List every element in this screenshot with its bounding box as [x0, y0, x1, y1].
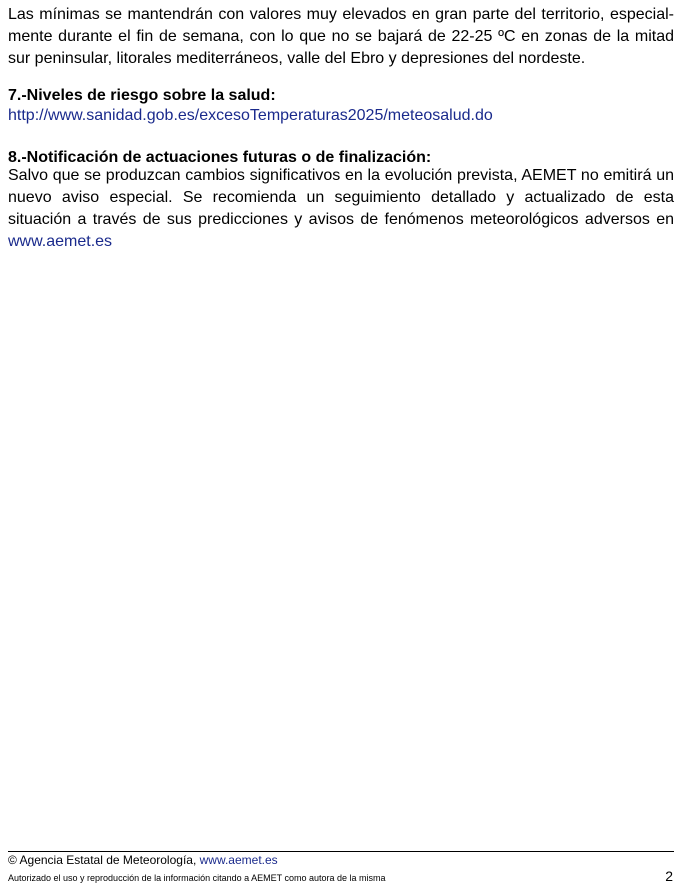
footer-authorization: Autorizado el uso y reproducción de la información citando a AEMET como autora de la misma: [8, 873, 386, 883]
salud-link[interactable]: http://www.sanidad.gob.es/excesoTemperaturas2025/meteosalud.do: [8, 107, 493, 124]
section-8-body-text: Salvo que se produzcan cambios significativos en la evolución prevista, AEMET no emitirá un nuevo aviso especial. Se recomienda un seguimiento detallado y actualizado de esta situación a través de sus predicciones y avisos de fenómenos meteorológicos adversos en: [8, 167, 674, 228]
footer-copyright: [8, 853, 278, 868]
copyright-text: © Agencia Estatal de Meteorología,: [8, 853, 200, 867]
footer-aemet-link[interactable]: www.aemet.es: [199, 853, 278, 867]
page-number: 2: [665, 868, 673, 884]
aemet-link[interactable]: www.aemet.es: [8, 233, 113, 250]
section-7-link-line: [8, 105, 493, 127]
footer-divider: [8, 851, 674, 852]
intro-paragraph: Las mínimas se mantendrán con valores muy elevados en gran parte del territorio, especial-mente durante el fin de semana, con lo que no se bajará de 22-25 ºC en zonas de la mitad sur peninsular, litorales mediterráneos, valle del Ebro y depresiones del nordeste.: [8, 6, 674, 67]
section-7-heading: 7.-Niveles de riesgo sobre la salud:: [8, 87, 276, 104]
section-8-heading: 8.-Notificación de actuaciones futuras o de finalización:: [8, 149, 432, 166]
section-8-body: [8, 165, 674, 253]
